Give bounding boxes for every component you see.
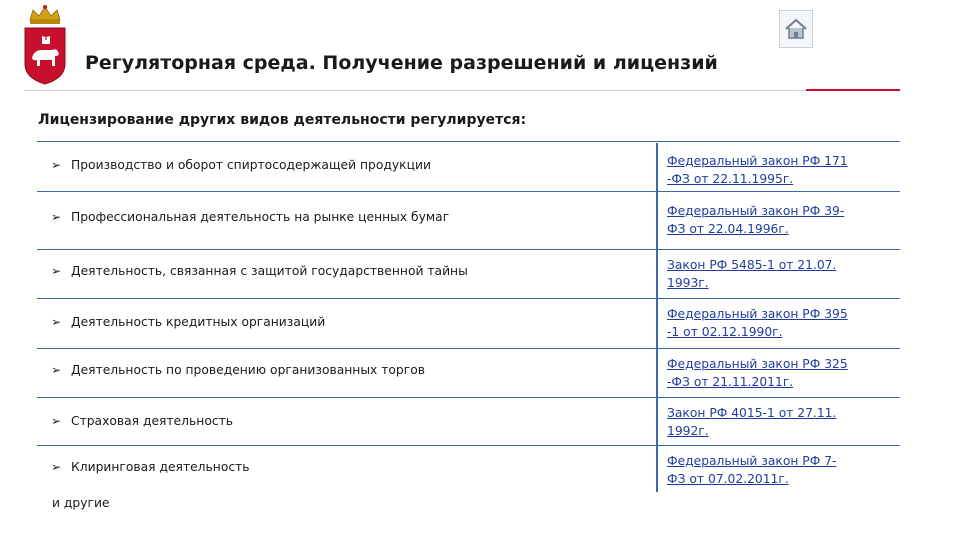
activity-text: Производство и оборот спиртосодержащей продукции	[71, 158, 431, 172]
law-link-line1: Закон РФ 5485-1 от 21.07.	[667, 258, 837, 272]
home-icon	[784, 18, 808, 40]
law-link-line1: Федеральный закон РФ 7-	[667, 454, 837, 468]
arrow-bullet-icon: ➢	[51, 363, 62, 377]
arrow-bullet-icon: ➢	[51, 315, 62, 329]
arrow-bullet-icon: ➢	[51, 414, 62, 428]
activity-item	[51, 264, 468, 278]
activity-text: Клиринговая деятельность	[71, 460, 250, 474]
footer-note: и другие	[52, 496, 110, 510]
activity-item	[51, 414, 233, 428]
arrow-bullet-icon: ➢	[51, 158, 62, 172]
table-row	[37, 141, 900, 191]
law-link-line2: ФЗ от 07.02.2011г.	[667, 472, 789, 486]
title-divider	[24, 90, 900, 91]
law-link[interactable]	[667, 256, 887, 292]
table-row	[37, 249, 900, 299]
law-link[interactable]	[667, 305, 887, 341]
law-link-line2: -ФЗ от 22.11.1995г.	[667, 172, 794, 186]
activity-text: Страховая деятельность	[71, 414, 234, 428]
law-link-line2: ФЗ от 22.04.1996г.	[667, 222, 789, 236]
law-link[interactable]	[667, 202, 887, 238]
arrow-bullet-icon: ➢	[51, 264, 62, 278]
law-link[interactable]	[667, 152, 887, 188]
home-button[interactable]	[779, 10, 813, 48]
activity-item	[51, 315, 325, 329]
law-link[interactable]	[667, 452, 887, 488]
law-link-line2: 1992г.	[667, 424, 709, 438]
column-divider	[656, 143, 658, 492]
activity-text: Деятельность по проведению организованных торгов	[71, 363, 425, 377]
coat-of-arms-icon	[20, 4, 70, 86]
activity-text: Деятельность кредитных организаций	[71, 315, 326, 329]
arrow-bullet-icon: ➢	[51, 210, 62, 224]
page-title: Регуляторная среда. Получение разрешений и лицензий	[85, 52, 718, 74]
table-row	[37, 445, 900, 491]
activity-item	[51, 210, 449, 224]
law-link-line2: -1 от 02.12.1990г.	[667, 325, 783, 339]
law-link[interactable]	[667, 355, 887, 391]
activity-text: Деятельность, связанная с защитой государственной тайны	[71, 264, 468, 278]
section-heading: Лицензирование других видов деятельности регулируется:	[38, 112, 527, 128]
title-divider-accent	[806, 89, 900, 91]
law-link-line2: -ФЗ от 21.11.2011г.	[667, 375, 794, 389]
table-row	[37, 397, 900, 447]
activity-item	[51, 363, 425, 377]
table-row	[37, 191, 900, 241]
table-row	[37, 298, 900, 348]
licensing-table	[37, 141, 900, 491]
law-link[interactable]	[667, 404, 887, 440]
law-link-line1: Закон РФ 4015-1 от 27.11.	[667, 406, 837, 420]
law-link-line1: Федеральный закон РФ 39-	[667, 204, 845, 218]
law-link-line1: Федеральный закон РФ 325	[667, 357, 848, 371]
activity-text: Профессиональная деятельность на рынке ценных бумаг	[71, 210, 450, 224]
table-row	[37, 348, 900, 398]
law-link-line1: Федеральный закон РФ 395	[667, 307, 848, 321]
law-link-line1: Федеральный закон РФ 171	[667, 154, 848, 168]
arrow-bullet-icon: ➢	[51, 460, 62, 474]
activity-item	[51, 460, 250, 474]
law-link-line2: 1993г.	[667, 276, 709, 290]
activity-item	[51, 158, 431, 172]
